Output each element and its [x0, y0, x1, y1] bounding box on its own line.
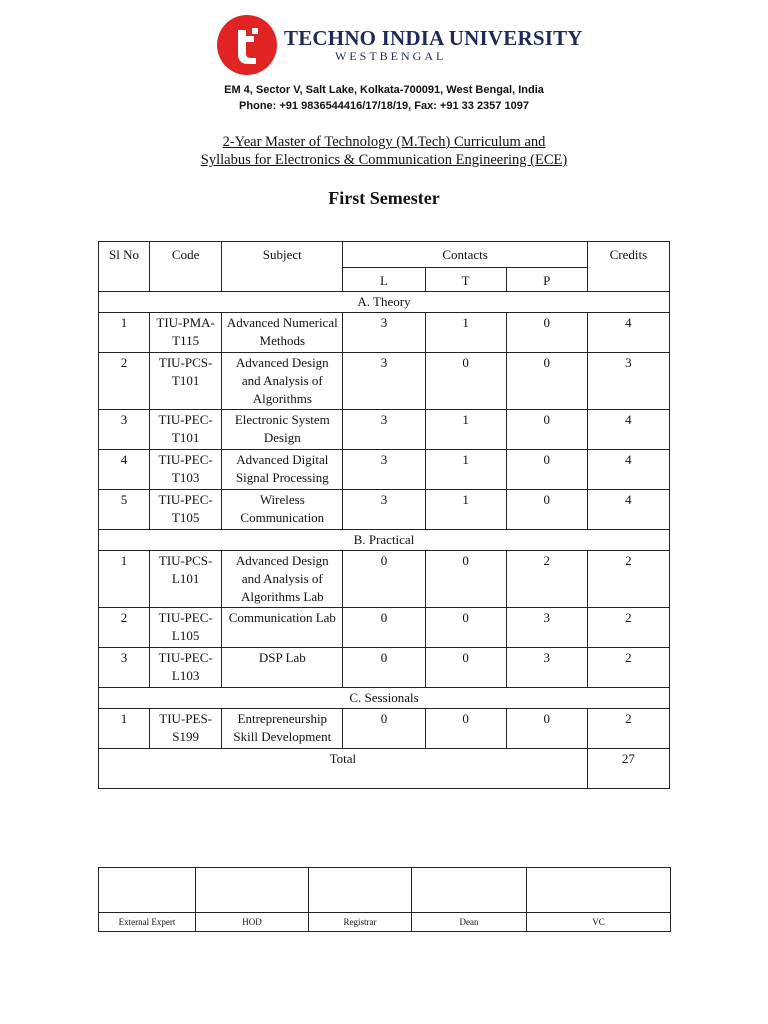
- cell-code: TIU-PCS-T101: [150, 353, 222, 410]
- total-credits: 27: [587, 749, 669, 789]
- cell-subject: Advanced Numerical Methods: [222, 313, 343, 353]
- cell-t: 0: [425, 648, 506, 688]
- header-t: T: [425, 268, 506, 292]
- cell-subject: Communication Lab: [222, 608, 343, 648]
- cell-code: TIU-PEC-T105: [150, 490, 222, 530]
- signature-box: [196, 868, 309, 913]
- cell-l: 3: [343, 313, 425, 353]
- signature-label-vc: VC: [527, 913, 671, 932]
- table-row: [99, 551, 670, 608]
- table-row: [99, 709, 670, 749]
- cell-p: 3: [506, 648, 587, 688]
- cell-code: TIU-PEC-L103: [150, 648, 222, 688]
- cell-sl: 5: [99, 490, 150, 530]
- cell-code: TIU-PCS-L101: [150, 551, 222, 608]
- signature-box: [309, 868, 412, 913]
- university-logo-icon: [216, 14, 278, 76]
- cell-credits: 2: [587, 648, 669, 688]
- section-title: B. Practical: [99, 530, 670, 551]
- cell-sl: 1: [99, 709, 150, 749]
- cell-code: TIU-PEC-T101: [150, 410, 222, 450]
- phone-line: Phone: +91 9836544416/17/18/19, Fax: +91 33 2357 1097: [239, 100, 529, 112]
- header-p: P: [506, 268, 587, 292]
- cell-sl: 2: [99, 353, 150, 410]
- university-name: TECHNO INDIA UNIVERSITY: [284, 26, 583, 50]
- cell-l: 3: [343, 410, 425, 450]
- table-row: [99, 608, 670, 648]
- cell-credits: 4: [587, 490, 669, 530]
- cell-l: 0: [343, 608, 425, 648]
- university-subtitle: WESTBENGAL: [335, 49, 447, 63]
- cell-credits: 3: [587, 353, 669, 410]
- cell-t: 0: [425, 608, 506, 648]
- cell-subject: DSP Lab: [222, 648, 343, 688]
- signature-label-external-expert: External Expert: [99, 913, 196, 932]
- cell-l: 3: [343, 490, 425, 530]
- cell-subject: Advanced Digital Signal Processing: [222, 450, 343, 490]
- cell-credits: 4: [587, 410, 669, 450]
- cell-credits: 4: [587, 313, 669, 353]
- cell-l: 0: [343, 709, 425, 749]
- table-row: [99, 490, 670, 530]
- cell-p: 0: [506, 490, 587, 530]
- section-title: C. Sessionals: [99, 688, 670, 709]
- cell-code: TIU-PMA-T115: [150, 313, 222, 353]
- cell-l: 3: [343, 450, 425, 490]
- cell-t: 1: [425, 450, 506, 490]
- cell-subject: Advanced Design and Analysis of Algorithms Lab: [222, 551, 343, 608]
- header-contacts: Contacts: [343, 242, 587, 268]
- cell-credits: 4: [587, 450, 669, 490]
- header-sl-no: Sl No: [99, 242, 150, 292]
- cell-p: 0: [506, 709, 587, 749]
- cell-sl: 4: [99, 450, 150, 490]
- cell-p: 0: [506, 353, 587, 410]
- curriculum-heading-line1: 2-Year Master of Technology (M.Tech) Curriculum and: [222, 134, 546, 150]
- cell-t: 1: [425, 313, 506, 353]
- cell-t: 0: [425, 709, 506, 749]
- header-credits: Credits: [587, 242, 669, 292]
- cell-sl: 2: [99, 608, 150, 648]
- address-line: EM 4, Sector V, Salt Lake, Kolkata-700091, West Bengal, India: [224, 84, 544, 96]
- cell-sl: 3: [99, 410, 150, 450]
- signature-box: [527, 868, 671, 913]
- cell-p: 2: [506, 551, 587, 608]
- cell-credits: 2: [587, 551, 669, 608]
- cell-t: 0: [425, 353, 506, 410]
- cell-p: 3: [506, 608, 587, 648]
- cell-code: TIU-PEC-T103: [150, 450, 222, 490]
- total-row: [99, 749, 670, 789]
- cell-sl: 3: [99, 648, 150, 688]
- table-row: [99, 353, 670, 410]
- cell-t: 1: [425, 490, 506, 530]
- table-row: [99, 410, 670, 450]
- header-l: L: [343, 268, 425, 292]
- signature-box: [99, 868, 196, 913]
- cell-l: 0: [343, 551, 425, 608]
- cell-subject: Wireless Communication: [222, 490, 343, 530]
- cell-subject: Electronic System Design: [222, 410, 343, 450]
- cell-subject: Advanced Design and Analysis of Algorithms: [222, 353, 343, 410]
- table-row: [99, 313, 670, 353]
- cell-code: TIU-PEC-L105: [150, 608, 222, 648]
- signature-label-hod: HOD: [196, 913, 309, 932]
- curriculum-table: [98, 241, 670, 789]
- signature-table: [98, 867, 671, 932]
- cell-credits: 2: [587, 709, 669, 749]
- signature-label-dean: Dean: [412, 913, 527, 932]
- table-row: [99, 450, 670, 490]
- signature-box: [412, 868, 527, 913]
- curriculum-heading-line2: Syllabus for Electronics & Communication Engineering (ECE): [200, 152, 568, 168]
- cell-l: 3: [343, 353, 425, 410]
- cell-sl: 1: [99, 551, 150, 608]
- total-label: Total: [99, 749, 588, 789]
- cell-t: 1: [425, 410, 506, 450]
- table-row: [99, 648, 670, 688]
- section-title: A. Theory: [99, 292, 670, 313]
- cell-p: 0: [506, 313, 587, 353]
- signature-label-registrar: Registrar: [309, 913, 412, 932]
- cell-l: 0: [343, 648, 425, 688]
- header-code: Code: [150, 242, 222, 292]
- cell-p: 0: [506, 450, 587, 490]
- header-subject: Subject: [222, 242, 343, 292]
- cell-code: TIU-PES-S199: [150, 709, 222, 749]
- cell-t: 0: [425, 551, 506, 608]
- cell-subject: Entrepreneurship Skill Development: [222, 709, 343, 749]
- cell-credits: 2: [587, 608, 669, 648]
- cell-p: 0: [506, 410, 587, 450]
- cell-sl: 1: [99, 313, 150, 353]
- semester-title: First Semester: [328, 188, 440, 208]
